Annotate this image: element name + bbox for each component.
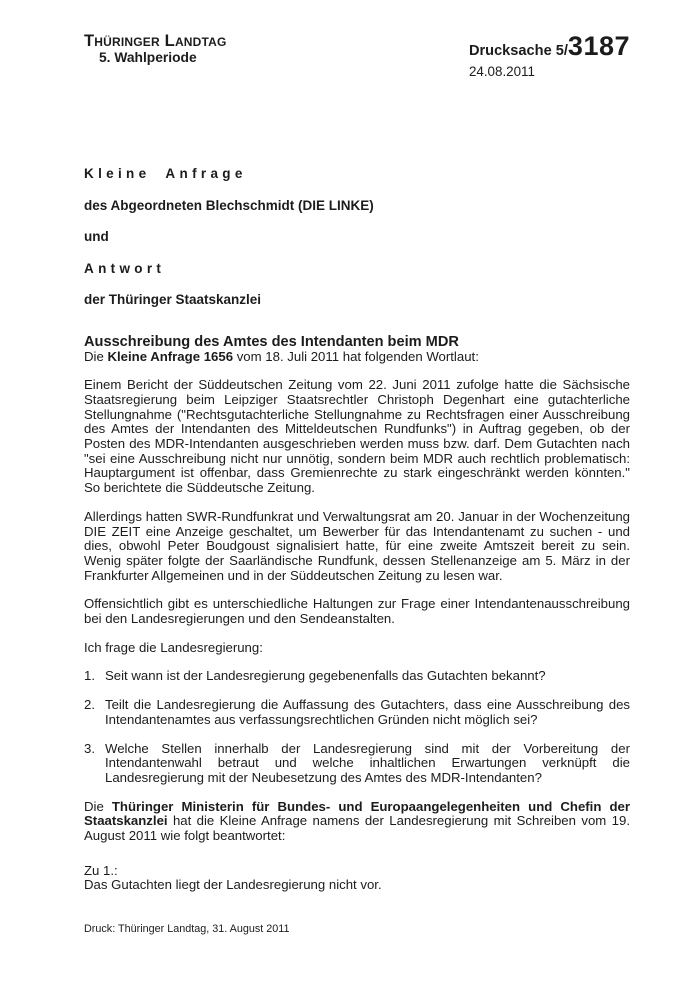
answer-intro-bold: Thüringer Ministerin für Bundes- und Europaangelegenheiten und Chefin der Staatskanzlei — [84, 798, 631, 829]
wortlaut-pre: Die — [84, 348, 108, 364]
paragraph: Ich frage die Landesregierung: — [84, 639, 263, 655]
answer-intro-pre: Die — [84, 798, 112, 814]
wortlaut-line — [84, 350, 630, 365]
answer-text: Das Gutachten liegt der Landesregierung nicht vor. — [84, 877, 382, 893]
paragraph: Einem Bericht der Süddeutschen Zeitung vom 22. Juni 2011 zufolge hatte die Sächsische Staatsregierung beim Leipziger Staatsrechtler Christoph Degenhart eine gutachterliche Stellungnahme ("Rechtsgutachterliche Stellungnahme zu Rechtsfragen einer Ausschreibung des Amtes der Intendanten des Mitteldeutschen Rundfunks") in Auftrag gegeben, ob der Posten des MDR-Intendanten ausgeschrieben werden muss bzw. darf. Dem Gutachten nach "sei eine Ausschreibung nicht nur unnötig, sondern beim MDR auch rechtlich problematisch: Hauptargument ist offenbar, dass Gremienrechte zu stark eingeschränkt werden könnten." So berichtete die Süddeutsche Zeitung. — [84, 377, 630, 496]
question-text: Seit wann ist der Landesregierung gegebenenfalls das Gutachten bekannt? — [105, 668, 546, 684]
question-item — [84, 669, 630, 684]
print-note: Druck: Thüringer Landtag, 31. August 2011 — [84, 923, 290, 936]
question-list — [84, 669, 630, 785]
answer-intro — [84, 800, 630, 844]
drucksache-block — [469, 33, 630, 79]
question-text: Teilt die Landesregierung die Auffassung des Gutachters, dass eine Ausschreibung des Intendantenamtes aus verfassungsrechtlichen Gründen nicht möglich sei? — [105, 697, 630, 727]
question-item — [84, 698, 630, 727]
conjunction: und — [84, 229, 109, 244]
parliament-block — [84, 33, 227, 66]
parliament-name: Thüringer Landtag — [84, 32, 227, 50]
paragraph: Allerdings hatten SWR-Rundfunkrat und Verwaltungsrat am 20. Januar in der Wochenzeitung DIE ZEIT eine Anzeige geschaltet, um Bewerber für das Intendantenamt zu suchen - und dies, obwohl Peter Boudgoust signalisiert hatte, für eine zweite Amtszeit bereit zu sein. Wenig später folgte der Saarländische Rundfunk, dessen Stellenanzeige am 5. März in der Frankfurter Allgemeinen und in der Süddeutschen Zeitung zu lesen war. — [84, 508, 630, 583]
question-number: 3. — [84, 740, 95, 756]
term-label: 5. Wahlperiode — [99, 50, 197, 65]
request-type-heading: Kleine Anfrage — [84, 166, 247, 181]
answer-intro-post: hat die Kleine Anfrage namens der Landesregierung mit Schreiben vom 19. August 2011 wie folgt beantwortet: — [84, 813, 630, 844]
opening-block — [84, 167, 630, 308]
question-number: 1. — [84, 668, 95, 684]
question-item — [84, 742, 630, 786]
document-title: Ausschreibung des Amtes des Intendanten beim MDR — [84, 333, 459, 350]
page-header — [84, 33, 630, 79]
wortlaut-bold: Kleine Anfrage 1656 — [107, 348, 234, 364]
paragraph: Offensichtlich gibt es unterschiedliche Haltungen zur Frage einer Intendantenausschreibung bei den Landesregierungen und den Sendeanstalten. — [84, 596, 630, 627]
request-author: des Abgeordneten Blechschmidt (DIE LINKE) — [84, 197, 374, 213]
response-author: der Thüringer Staatskanzlei — [84, 292, 262, 307]
response-type-heading: Antwort — [84, 260, 166, 276]
drucksache-number: 3187 — [567, 31, 630, 61]
answer-label: Zu 1.: — [84, 862, 118, 878]
wortlaut-post: vom 18. Juli 2011 hat folgenden Wortlaut: — [233, 348, 479, 364]
drucksache-line — [469, 33, 630, 64]
answer-block — [84, 864, 630, 893]
drucksache-label: Drucksache 5/ — [468, 43, 568, 59]
question-number: 2. — [84, 697, 95, 713]
question-text: Welche Stellen innerhalb der Landesregierung sind mit der Vorbereitung der Intendantenwahl betraut und welche inhaltlichen Erwartungen verknüpft die Landesregierung mit der Neubesetzung des Amtes des MDR-Intendanten? — [105, 740, 630, 785]
document-date: 24.08.2011 — [468, 64, 535, 79]
